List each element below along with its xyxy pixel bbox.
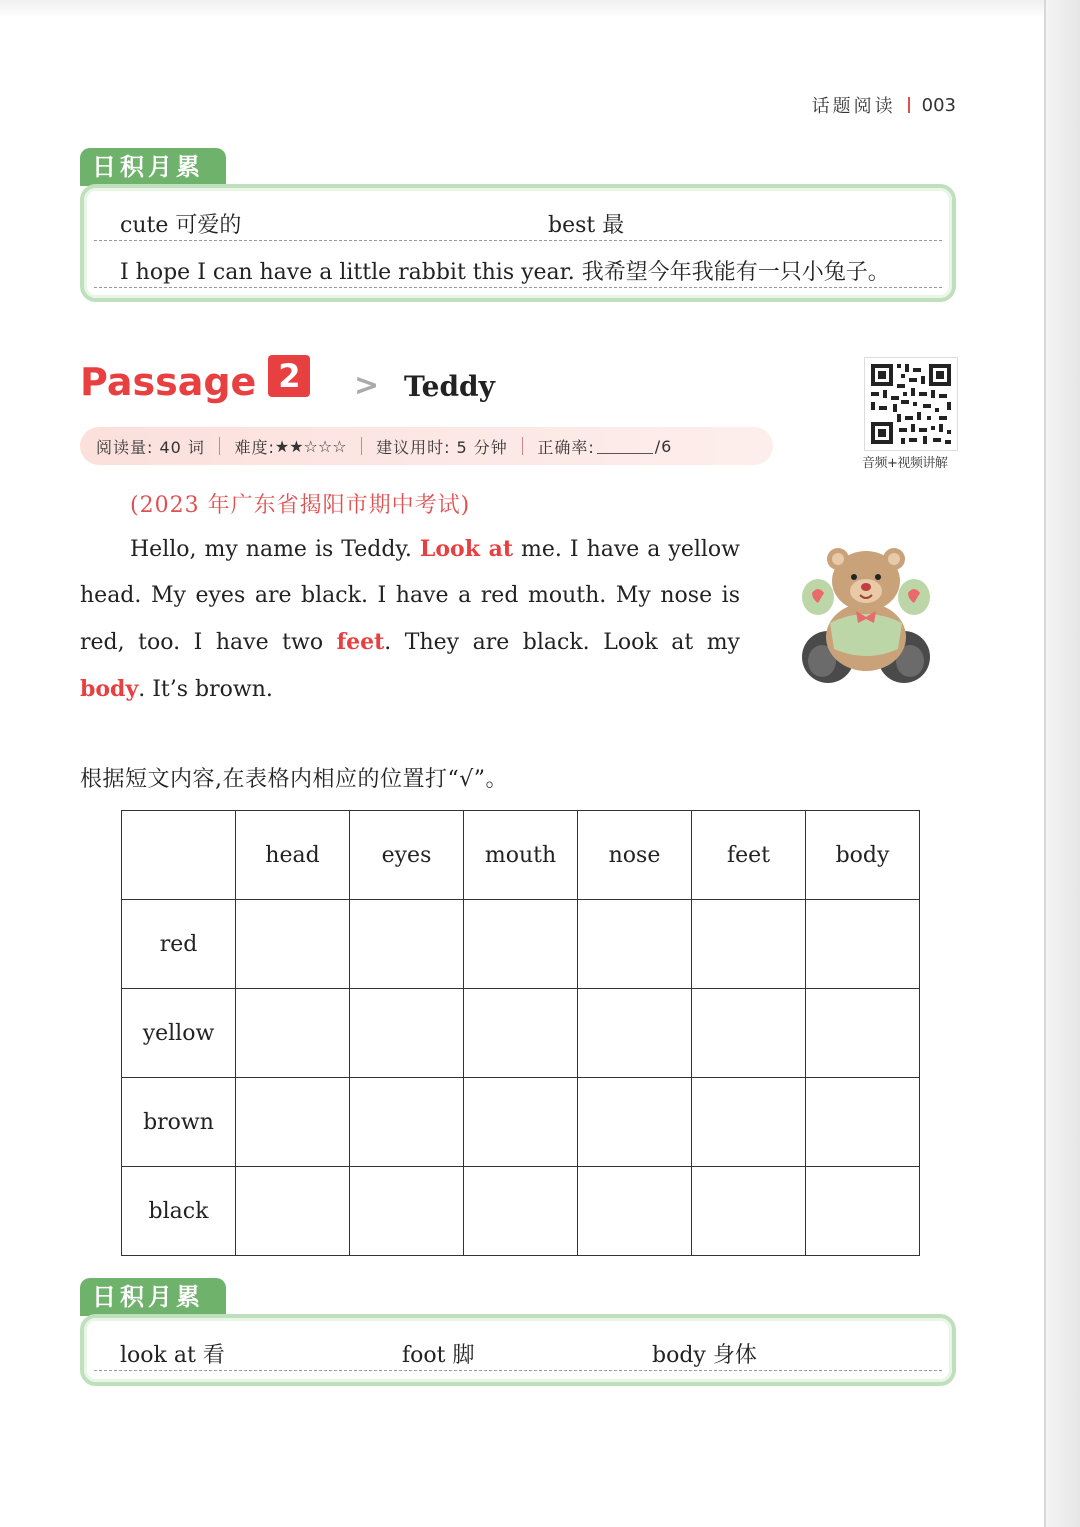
vocab-item: best 最 [548,213,625,238]
vocab-row [94,194,942,241]
table-row [122,900,920,989]
word-count: 阅读量: 40 词 [96,437,205,457]
passage-title: Teddy [404,370,495,403]
highlight-word: Look at [419,536,514,562]
page-right-edge [1046,0,1080,1527]
column-header: nose [578,811,692,900]
answer-cell[interactable] [806,989,920,1078]
answer-cell[interactable] [578,989,692,1078]
vocab-item: foot 脚 [402,1343,475,1368]
passage-number: 2 [268,355,310,397]
exercise-instruction: 根据短文内容,在表格内相应的位置打“√”。 [80,767,509,792]
column-header: eyes [350,811,464,900]
answer-cell[interactable] [578,1078,692,1167]
vocab-item: look at 看 [120,1343,225,1368]
chevron-right-icon: > [354,368,380,403]
table-row [122,1078,920,1167]
vocab-row [94,1324,942,1371]
page-top-edge [0,0,1080,18]
table-row [122,989,920,1078]
answer-cell[interactable] [236,900,350,989]
answer-cell[interactable] [464,1078,578,1167]
row-header: red [122,900,236,989]
row-header: brown [122,1078,236,1167]
passage-info-bar [80,427,773,465]
text-segment: Hello, my name is Teddy. [130,537,420,562]
column-header: feet [692,811,806,900]
answer-cell[interactable] [692,1078,806,1167]
suggested-time: 建议用时: 5 分钟 [376,437,508,457]
answer-cell[interactable] [692,989,806,1078]
highlight-word: feet [336,629,385,655]
vocab-tab: 日积月累 [80,1278,226,1316]
vocab-box-top [80,148,956,304]
qr-code-icon[interactable] [864,357,958,451]
passage-heading [80,357,310,404]
info-divider [361,437,363,455]
accuracy-total: /6 [654,436,673,456]
qr-caption: 音频+视频讲解 [862,456,948,471]
teddy-bear-illustration [800,545,932,691]
passage-source: (2023 年广东省揭阳市期中考试) [130,493,471,518]
answer-cell[interactable] [578,900,692,989]
answer-cell[interactable] [350,989,464,1078]
text-segment: . They are black. Look at my [384,630,740,655]
accuracy-label: 正确率: [537,437,595,457]
answer-cell[interactable] [350,900,464,989]
table-row [122,1167,920,1256]
vocab-tab: 日积月累 [80,148,226,186]
answer-table [121,810,920,1256]
vocab-row [94,241,942,288]
highlight-word: body [80,676,139,702]
passage-label: Passage [80,360,257,404]
answer-cell[interactable] [806,1167,920,1256]
answer-cell[interactable] [464,900,578,989]
header-divider [908,97,910,113]
column-header [122,811,236,900]
row-header: yellow [122,989,236,1078]
answer-cell[interactable] [692,900,806,989]
difficulty-label: 难度: [234,437,275,457]
answer-cell[interactable] [236,989,350,1078]
page-number: 003 [921,94,956,116]
text-segment: . It’s brown. [138,677,273,702]
vocab-box-bottom [80,1278,956,1388]
vocab-frame [80,1314,956,1386]
difficulty-stars: ★★☆☆☆ [274,436,347,456]
answer-cell[interactable] [350,1078,464,1167]
answer-cell[interactable] [806,900,920,989]
vocab-frame [80,184,956,302]
answer-cell[interactable] [464,1167,578,1256]
table-header-row [122,811,920,900]
answer-cell[interactable] [350,1167,464,1256]
answer-cell[interactable] [464,989,578,1078]
answer-cell[interactable] [236,1078,350,1167]
answer-cell[interactable] [806,1078,920,1167]
page-header [812,92,956,118]
info-divider [522,437,524,455]
vocab-sentence: I hope I can have a little rabbit this year. 我希望今年我能有一只小兔子。 [120,260,890,285]
row-header: black [122,1167,236,1256]
accuracy-blank [597,439,653,454]
answer-cell[interactable] [578,1167,692,1256]
column-header: head [236,811,350,900]
vocab-item: cute 可爱的 [120,213,242,238]
passage-text [80,526,740,713]
answer-cell[interactable] [236,1167,350,1256]
vocab-item: body 身体 [652,1343,757,1368]
section-title: 话题阅读 [811,96,896,117]
info-divider [219,437,221,455]
answer-cell[interactable] [692,1167,806,1256]
column-header: mouth [464,811,578,900]
column-header: body [806,811,920,900]
text-segment: me. I have a yellow head. My eyes are black. I have a red mouth. My nose is red, too. I have two [80,537,741,655]
